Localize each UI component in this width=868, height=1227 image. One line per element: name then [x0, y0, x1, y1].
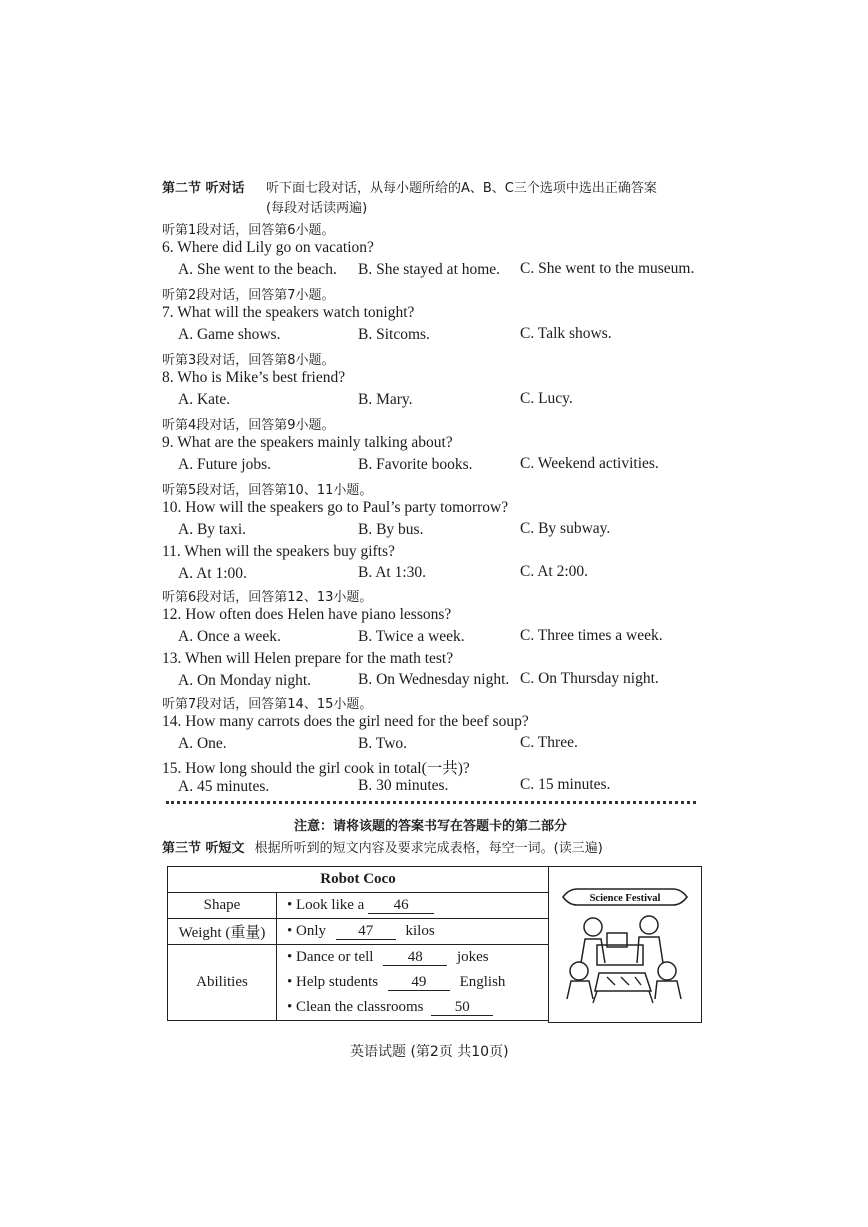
question-stem: 12. How often does Helen have piano lessons? — [162, 606, 452, 623]
dialogue-note: 听第7段对话，回答第14、15小题。 — [162, 697, 373, 712]
option-a: A. By taxi. — [178, 521, 247, 538]
banner-text: Science Festival — [589, 893, 661, 904]
section3-instruction: 根据所听到的短文内容及要求完成表格，每空一词。(读三遍) — [254, 841, 603, 856]
option-a: A. Once a week. — [178, 628, 281, 645]
person-body — [655, 981, 681, 999]
option-b: B. 30 minutes. — [358, 777, 449, 794]
weight-suffix: kilos — [405, 923, 435, 939]
blank-49: 49 — [388, 974, 450, 991]
shape-prefix: • Look like a — [287, 897, 365, 913]
option-a: A. Kate. — [178, 391, 231, 408]
question-stem: 7. What will the speakers watch tonight? — [162, 304, 415, 321]
option-b: B. Sitcoms. — [358, 326, 430, 343]
option-c: C. Three. — [520, 734, 578, 751]
table-title: Robot Coco — [168, 867, 549, 893]
section2-heading — [162, 177, 245, 196]
science-festival-illustration — [548, 866, 702, 1023]
option-c: C. At 2:00. — [520, 563, 589, 580]
weight-cell — [277, 919, 549, 945]
option-c: C. She went to the museum. — [520, 260, 695, 277]
section2-instruction: 听下面七段对话，从每小题所给的A、B、C三个选项中选出正确答案 — [266, 181, 657, 196]
option-a: A. On Monday night. — [178, 672, 312, 689]
question-stem: 11. When will the speakers buy gifts? — [162, 543, 395, 560]
question-stem: 10. How will the speakers go to Paul’s party tomorrow? — [162, 499, 509, 516]
page-footer: 英语试题 (第2页 共10页) — [350, 1044, 509, 1060]
section2-heading-label: 第二节 听对话 — [162, 181, 245, 196]
option-c: C. Three times a week. — [520, 627, 663, 644]
option-c: C. Talk shows. — [520, 325, 612, 342]
person-head — [640, 916, 658, 934]
option-b: B. Twice a week. — [358, 628, 465, 645]
question-stem: 9. What are the speakers mainly talking about? — [162, 434, 453, 451]
dotted-divider — [166, 801, 696, 804]
person-body — [581, 939, 605, 963]
section3-heading — [162, 837, 603, 856]
option-b: B. Mary. — [358, 391, 413, 408]
option-b: B. She stayed at home. — [358, 261, 501, 278]
person-head — [584, 918, 602, 936]
person-body — [637, 937, 663, 963]
dialogue-note: 听第4段对话，回答第9小题。 — [162, 418, 335, 433]
option-a: A. One. — [178, 735, 227, 752]
person-body — [567, 981, 593, 999]
ability-3-prefix: • Clean the classrooms — [287, 999, 424, 1015]
dialogue-note: 听第6段对话，回答第12、13小题。 — [162, 590, 373, 605]
option-c: C. 15 minutes. — [520, 776, 611, 793]
ability-row — [287, 945, 548, 970]
ability-row — [287, 970, 548, 995]
option-a: A. Game shows. — [178, 326, 281, 343]
ability-1-prefix: • Dance or tell — [287, 949, 374, 965]
section2-instruction-2: (每段对话读两遍) — [266, 201, 368, 216]
option-c: C. By subway. — [520, 520, 611, 537]
option-c: C. On Thursday night. — [520, 670, 659, 687]
person-head — [570, 962, 588, 980]
answer-notice: 注意：请将该题的答案书写在答题卡的第二部分 — [294, 819, 568, 834]
weight-label: Weight (重量) — [168, 919, 277, 945]
option-c: C. Weekend activities. — [520, 455, 659, 472]
shape-label: Shape — [168, 893, 277, 919]
blank-46: 46 — [368, 897, 434, 914]
option-b: B. Favorite books. — [358, 456, 473, 473]
science-festival-drawing — [549, 867, 701, 1022]
blank-48: 48 — [383, 949, 447, 966]
dialogue-note: 听第5段对话，回答第10、11小题。 — [162, 483, 373, 498]
question-stem: 6. Where did Lily go on vacation? — [162, 239, 374, 256]
option-a: A. Future jobs. — [178, 456, 271, 473]
option-b: B. Two. — [358, 735, 408, 752]
ability-1-suffix: jokes — [456, 949, 489, 965]
question-stem: 13. When will Helen prepare for the math test? — [162, 650, 454, 667]
abilities-cell — [277, 945, 549, 1021]
weight-prefix: • Only — [287, 923, 327, 939]
ability-2-prefix: • Help students — [287, 974, 379, 990]
question-stem: 14. How many carrots does the girl need for the beef soup? — [162, 713, 529, 730]
option-a: A. 45 minutes. — [178, 778, 270, 795]
ability-row — [287, 995, 548, 1020]
option-b: B. On Wednesday night. — [358, 671, 510, 688]
option-c: C. Lucy. — [520, 390, 573, 407]
question-stem: 8. Who is Mike’s best friend? — [162, 369, 346, 386]
table-items — [607, 977, 641, 985]
table-shape — [595, 973, 651, 991]
option-a: A. At 1:00. — [178, 565, 247, 582]
robot-coco-table — [167, 866, 549, 1021]
dialogue-note: 听第2段对话，回答第7小题。 — [162, 288, 335, 303]
option-b: B. By bus. — [358, 521, 424, 538]
blank-50: 50 — [431, 999, 493, 1016]
ability-2-suffix: English — [459, 974, 506, 990]
option-b: B. At 1:30. — [358, 564, 427, 581]
dialogue-note: 听第3段对话，回答第8小题。 — [162, 353, 335, 368]
table-legs — [593, 991, 653, 1003]
abilities-label: Abilities — [168, 945, 277, 1021]
dialogue-note: 听第1段对话，回答第6小题。 — [162, 223, 335, 238]
section3-heading-label: 第三节 听短文 — [162, 841, 245, 856]
person-head — [658, 962, 676, 980]
question-stem: 15. How long should the girl cook in total(一共)? — [162, 760, 470, 777]
option-a: A. She went to the beach. — [178, 261, 337, 278]
shape-cell — [277, 893, 549, 919]
blank-47: 47 — [336, 923, 396, 940]
